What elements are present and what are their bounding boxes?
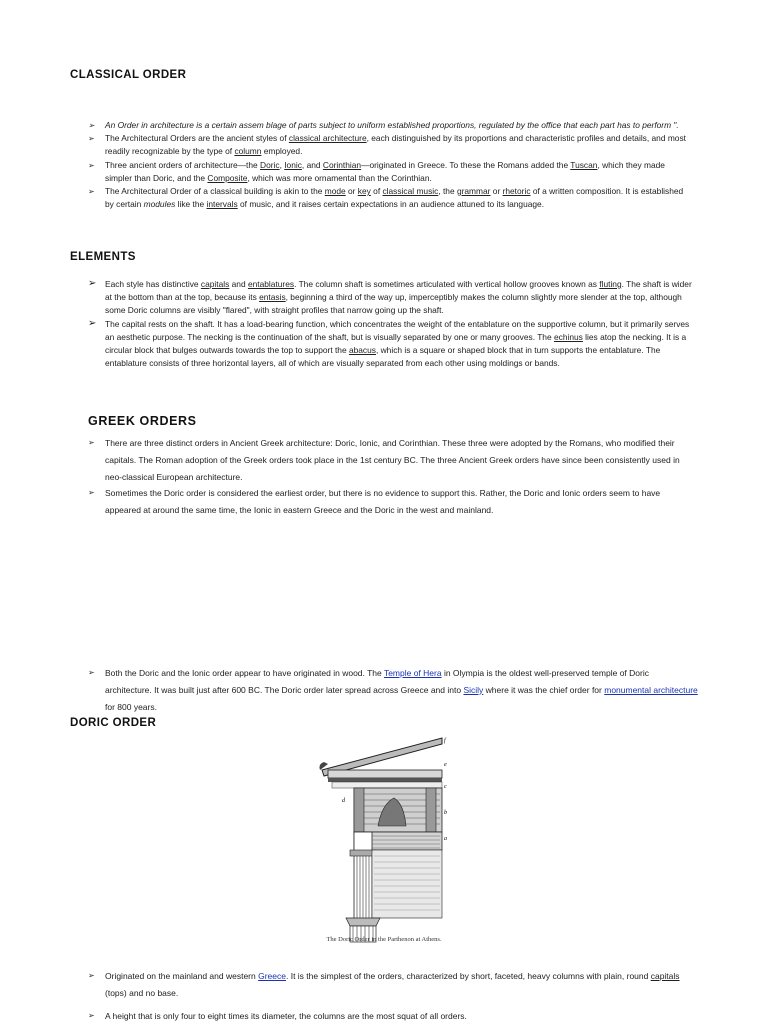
link-entablatures[interactable]: entablatures [247,279,295,289]
link-entasis[interactable]: entasis [259,292,286,303]
greek-list [88,435,698,519]
link-capitals[interactable]: capitals [200,279,230,289]
link-rhetoric[interactable]: rhetoric [502,186,531,197]
link-sicily[interactable]: Sicily [463,684,484,695]
link-tuscan[interactable]: Tuscan [570,159,598,170]
link-mode[interactable]: mode [324,186,346,197]
link-greece[interactable]: Greece [258,971,286,981]
fig-letter: a [444,836,447,842]
greek-list-cont [88,665,698,715]
list-item: ➢ The Architectural Order of a classical building is akin to the mode or key of classical music, the grammar or rhetoric of a written composition. It is established by certain modules like the intervals of music, and it raises certain expectations in an audience attuned to its language. [88,186,684,210]
heading-classical-order: CLASSICAL ORDER [70,69,187,81]
cornice-shadow [328,778,442,782]
list-item: ➢ The capital rests on the shaft. It has a load-bearing function, which concentrates the weight of the entablature on the supportive column, but it primarily serves an aesthetic purpose. The necking is the continuation of the shaft, but is visually separated by one or many grooves. The echinus lies atop the necking. It is a circular block that bulges outwards towards the top to support the abacus, which is a square or shaped block that in turn supports the entablature. The entablature consists of three horizontal layers, all of which are visually separated from each other using moldings or bands. [88,317,690,369]
link-classical-architecture[interactable]: classical architecture [288,133,367,144]
figure-caption: The Doric Order in the Parthenon at Athens. [326,936,442,943]
list-item: ➢ Each style has distinctive capitals and entablatures. The column shaft is sometimes articulated with vertical hollow grooves known as fluting. The shaft is wider at the bottom than at the top, because its entasis, beginning a third of the way up, imperceptibly makes the column slightly more slender at the top, although some Doric columns are visibly "flared", with straight profiles that narrow going up the shaft. [88,278,692,316]
echinus [346,918,380,926]
link-abacus[interactable]: abacus [348,345,376,356]
link-key[interactable]: key [357,186,371,197]
list-item: ➢ The Architectural Orders are the ancient styles of classical architecture, each distinguished by its proportions and characteristic profiles and details, and most readily recognizable by the type of column employed. [88,133,686,157]
elements-list [88,278,698,370]
heading-doric-order: DORIC ORDER [70,717,157,729]
link-intervals[interactable]: intervals [206,199,238,210]
link-grammar[interactable]: grammar [456,186,491,197]
heading-greek-orders: GREEK ORDERS [88,414,197,428]
list-item: ➢ A height that is only four to eight times its diameter, the columns are the most squat of all orders. [88,1010,467,1021]
list-item: ➢ There are three distinct orders in Ancient Greek architecture: Doric, Ionic, and Corinthian. These three were adopted by the Romans, who modified their capitals. The Roman adoption of the Greek orders took place in the 1st century BC. The three Ancient Greek orders have since been consistently used in neo-classical European architecture. [88,438,680,482]
link-column[interactable]: column [234,146,262,157]
list-item: ➢ Three ancient orders of architecture—the Doric, Ionic, and Corinthian—originated in Greece. To these the Romans added the Tuscan, which they made simpler than Doric, and the Composite, which was more ornamental than the Corinthian. [88,159,665,183]
fig-letter: f [444,738,446,744]
cella-wall [372,850,442,918]
list-item: ➢ An Order in architecture is a certain assem blage of parts subject to uniform established proportions, regulated by the office that each part has to perform ". [88,120,679,130]
classical-list [88,119,688,211]
cornice-band [328,770,442,778]
list-item: ➢ Both the Doric and the Ionic order appear to have originated in wood. The Temple of Hera in Olympia is the oldest well-preserved temple of Doric architecture. It was built just after 600 BC. The Doric order later spread across Greece and into Sicily where it was the chief order for monumental architecture for 800 years. [88,668,698,712]
link-temple-of-hera[interactable]: Temple of Hera [383,668,442,678]
heading-elements: ELEMENTS [70,251,136,263]
doric-list [88,968,698,1024]
link-echinus[interactable]: echinus [553,331,583,342]
link-fluting[interactable]: fluting [599,279,622,289]
list-item: ➢ Sometimes the Doric order is considered the earliest order, but there is no evidence to support this. Rather, the Doric and Ionic orders seem to have appeared at around the same time, the Ionic in eastern Greece and the Doric in the west and mainland. [88,488,661,516]
link-monumental-architecture[interactable]: monumental architecture [604,684,698,695]
triglyph [354,788,364,832]
fig-letter: e [444,762,447,768]
link-corinthian[interactable]: Corinthian [322,159,362,170]
link-capitals-doric[interactable]: capitals [650,971,680,981]
fig-letter: c [444,784,447,790]
link-doric[interactable]: Doric [260,159,280,170]
mutule-band [332,782,442,788]
link-classical-music[interactable]: classical music [382,186,439,197]
fig-letter: b [444,810,447,816]
link-composite[interactable]: Composite [207,172,248,183]
link-ionic[interactable]: Ionic [284,159,302,170]
doric-order-illustration [316,732,452,952]
triglyph [426,788,436,832]
list-item: ➢ Originated on the mainland and western Greece. It is the simplest of the orders, characterized by short, faceted, heavy columns with plain, round capitals (tops) and no base. [88,971,680,998]
fig-letter: d [342,798,345,804]
